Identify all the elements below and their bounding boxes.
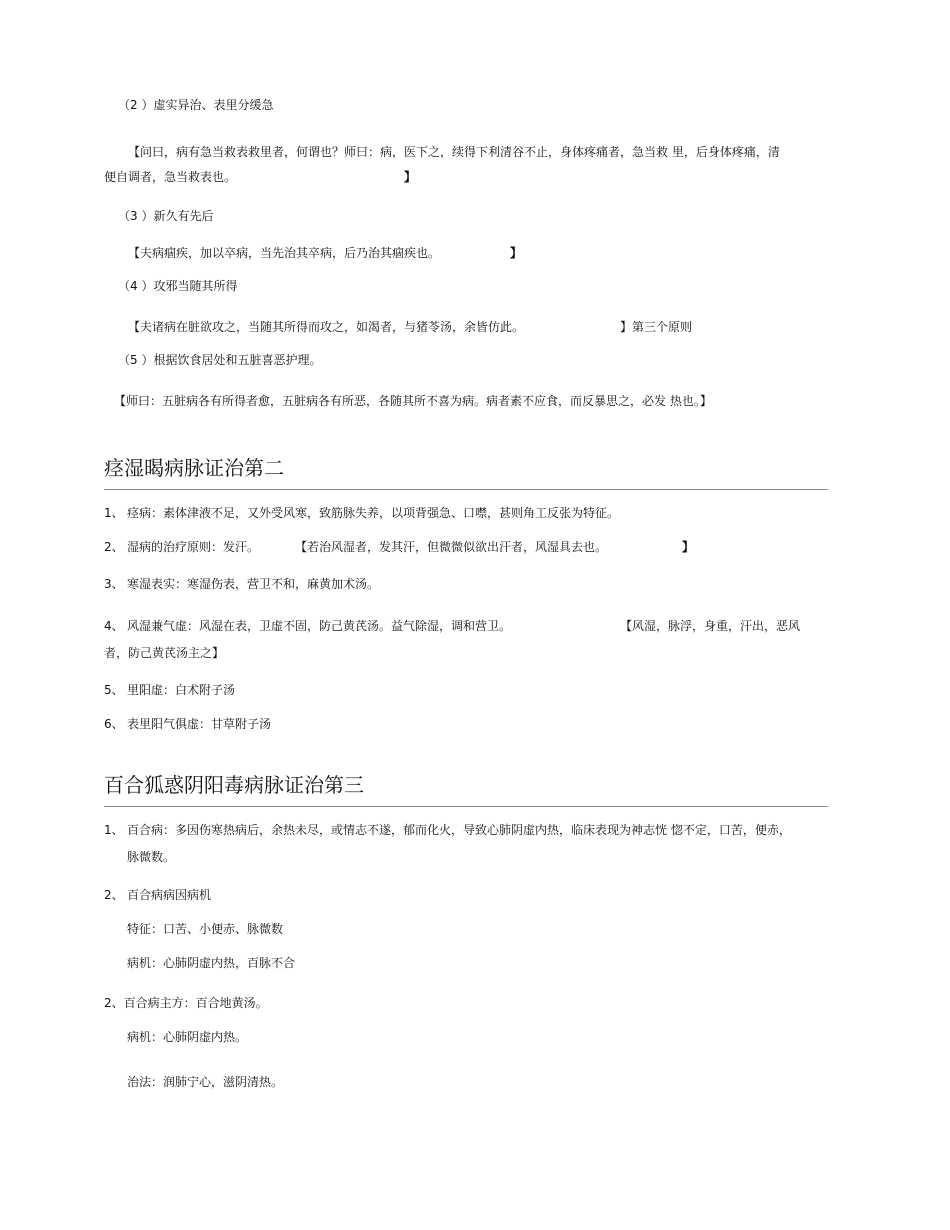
s2-item-1-text: 痉病：素体津液不足，又外受风寒，致筋脉失养，以项背强急、口噤，甚则角工反张为特征。 [127,506,620,520]
s2-item-2-number: 2、 [104,540,124,554]
s3-main-formula-heading: 2、百合病主方：百合地黄汤。 [104,996,268,1010]
item-2-quote-line2: 便自调者，急当救表也。 [104,170,237,184]
item-5-heading: （5 ）根据饮食居处和五脏喜恶护理。 [118,353,322,367]
s3-item-2-pathogenesis: 病机：心肺阴虚内热，百脉不合 [127,956,296,970]
s3-item-1-text: 百合病：多因伤寒热病后，余热未尽，或情志不遂，郁而化火，导致心肺阴虚内热，临床表现为神志恍 惚不定，口苦，便赤， [127,823,791,837]
s2-item-3-text: 寒湿表实：寒湿伤表，营卫不和，麻黄加术汤。 [127,577,380,591]
s2-item-6-number: 6、 [104,717,124,731]
s2-item-1-number: 1、 [104,506,124,520]
item-2-quote-line1: 【问曰，病有急当救表救里者，何谓也？师曰：病，医下之，续得下利清谷不止，身体疼痛者，急当救 里，后身体疼痛，清 [128,145,780,159]
item-4-quote-close: 】第三个原则 [620,320,693,334]
s2-item-3-number: 3、 [104,577,124,591]
s3-main-formula-treatment: 治法：润肺宁心，滋阴清热。 [127,1075,284,1089]
section-3-divider [104,806,828,807]
item-5-quote: 【师曰：五脏病各有所得者愈，五脏病各有所恶，各随其所不喜为病。病者素不应食，而反暴思之，必发 热也。】 [114,394,712,408]
s2-item-4-text: 风湿兼气虚：风湿在表，卫虚不固，防己黄芪汤。益气除湿，调和营卫。 [127,619,512,633]
s2-item-4-quote: 【风湿，脉浮，身重，汗出，恶风 [620,619,801,633]
section-2-divider [104,489,828,490]
item-4-heading: （4 ）攻邪当随其所得 [118,279,238,293]
item-2-heading: （2 ）虚实异治、表里分缓急 [118,98,274,112]
s3-item-2-text: 百合病病因病机 [127,888,212,902]
s3-main-formula-pathogenesis: 病机：心肺阴虚内热。 [127,1030,248,1044]
item-3-quote-close: 】 [510,246,523,260]
section-2-title: 痉湿暍病脉证治第二 [104,456,284,480]
s3-item-2-feature: 特征：口苦、小便赤、脉微数 [127,922,284,936]
s2-item-6-text: 表里阳气俱虚：甘草附子汤 [127,717,272,731]
s2-item-4-number: 4、 [104,619,124,633]
s3-item-1-text-line2: 脉微数。 [127,850,176,864]
s3-item-1-number: 1、 [104,823,124,837]
s2-item-2-quote: 【若治风湿者，发其汗，但微微似欲出汗者，风湿具去也。 [295,540,608,554]
item-4-quote: 【夫诸病在脏欲攻之，当随其所得而攻之，如渴者，与猪苓汤，余皆仿此。 [128,320,525,334]
s2-item-2-text: 湿病的治疗原则：发汗。 [127,540,260,554]
section-3-title: 百合狐惑阴阳毒病脉证治第三 [104,773,364,797]
s3-item-2-number: 2、 [104,888,124,902]
item-3-quote: 【夫病痼疾，加以卒病，当先治其卒病，后乃治其痼疾也。 [128,246,441,260]
s2-item-2-quote-close: 】 [682,540,695,554]
item-2-quote-close: 】 [404,170,417,184]
s2-item-5-text: 里阳虚：白术附子汤 [127,683,236,697]
item-3-heading: （3 ）新久有先后 [118,209,214,223]
s2-item-4-quote-line2: 者，防己黄芪汤主之】 [104,646,225,660]
s2-item-5-number: 5、 [104,683,124,697]
